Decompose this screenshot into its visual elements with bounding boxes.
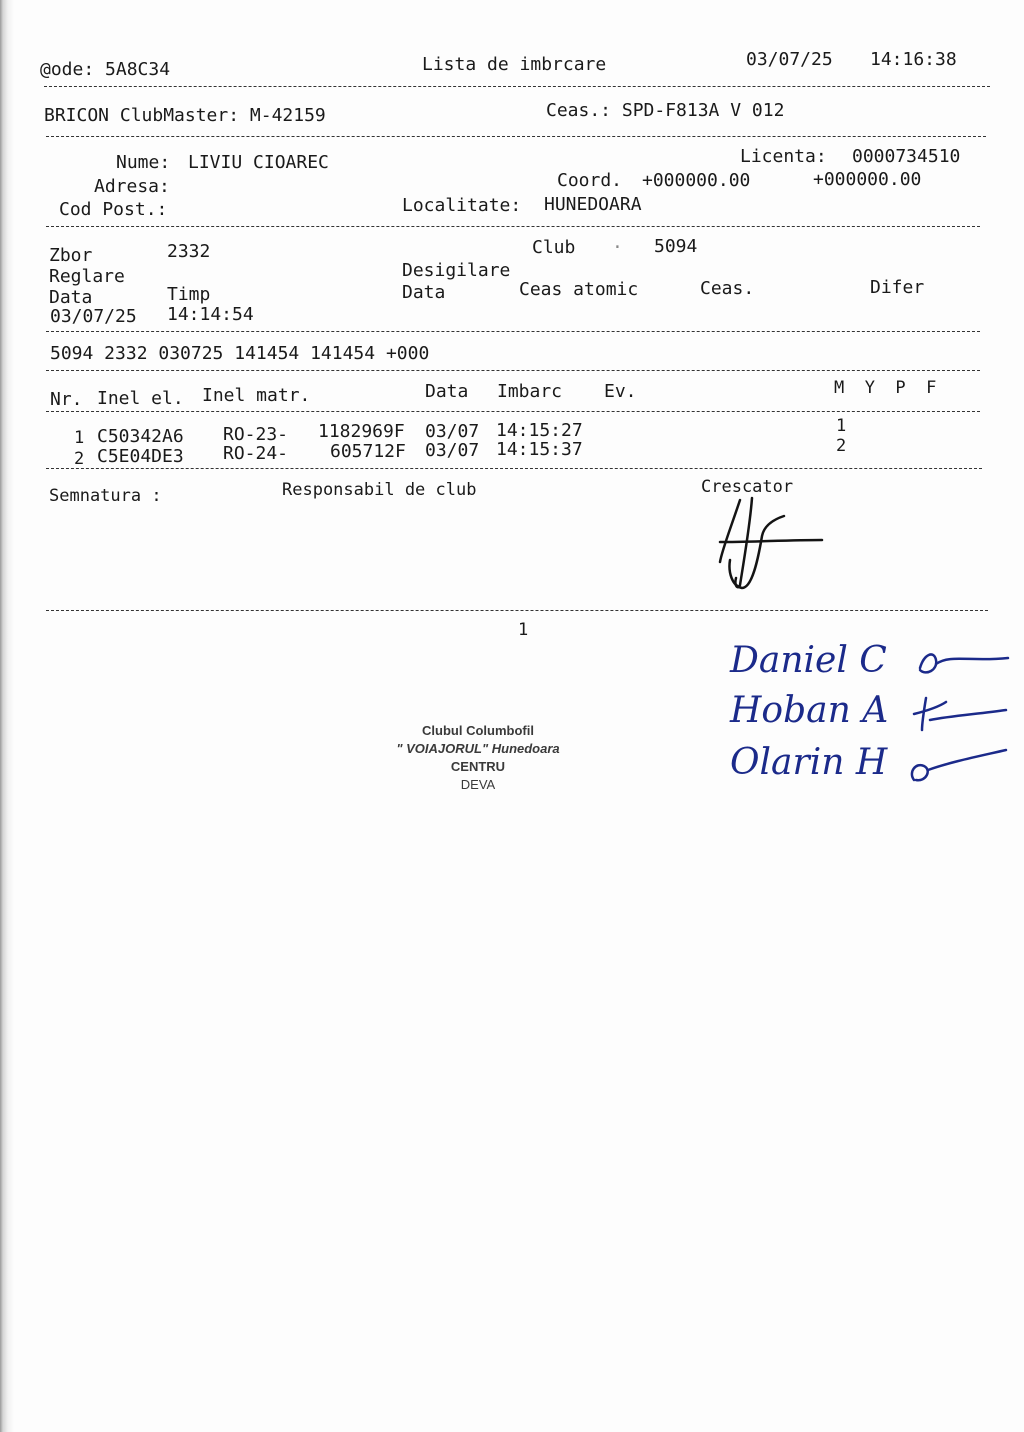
clock-label: Ceas. bbox=[700, 278, 755, 299]
header-time: 14:16:38 bbox=[870, 49, 957, 70]
divider bbox=[44, 86, 990, 87]
reg-time: 14:14:54 bbox=[167, 304, 254, 325]
licence-label: Licenta: bbox=[740, 146, 827, 167]
col-flags: M Y P F bbox=[834, 378, 937, 398]
divider bbox=[46, 136, 986, 137]
difference-label: Difer bbox=[870, 277, 925, 298]
paper-edge-shadow bbox=[0, 0, 14, 1432]
coord-value-1: +000000.00 bbox=[642, 170, 751, 191]
clubmaster-id: BRICON ClubMaster: M-42159 bbox=[44, 105, 326, 126]
signature-label: Semnatura : bbox=[49, 486, 162, 506]
row-ring: 605712F bbox=[330, 441, 406, 462]
col-data: Data bbox=[425, 381, 469, 402]
row-m: 2 bbox=[836, 436, 847, 456]
col-ev: Ev. bbox=[604, 381, 637, 402]
handwritten-name-2: Hoban A bbox=[730, 690, 889, 731]
stamp-line-4: DEVA bbox=[460, 777, 496, 792]
divider bbox=[46, 370, 980, 371]
postcode-label: Cod Post.: bbox=[59, 199, 168, 220]
row-inel-el: C5E04DE3 bbox=[97, 446, 184, 467]
reg-data-label: Data bbox=[49, 287, 93, 308]
row-date: 03/07 bbox=[425, 421, 480, 442]
row-time: 14:15:37 bbox=[496, 439, 583, 460]
locality-value: HUNEDOARA bbox=[544, 194, 642, 215]
handwritten-name-3: Olarin H bbox=[730, 742, 888, 783]
row-m: 1 bbox=[836, 416, 847, 436]
stamp-line-2: " VOIAJORUL" Hunedoara bbox=[396, 741, 560, 756]
stamp-line-1: Clubul Columbofil bbox=[422, 723, 534, 738]
atomic-clock-label: Ceas atomic bbox=[519, 279, 639, 300]
desigilare-label: Desigilare bbox=[402, 260, 511, 281]
club-number: 5094 bbox=[654, 236, 698, 257]
handwritten-initials bbox=[900, 640, 1010, 800]
desig-data-label: Data bbox=[402, 282, 446, 303]
divider bbox=[46, 468, 982, 469]
reglare-label: Reglare bbox=[49, 266, 125, 287]
club-responsible-label: Responsabil de club bbox=[282, 480, 477, 500]
club-stamp bbox=[360, 722, 596, 794]
col-nr: Nr. bbox=[50, 389, 83, 410]
handwritten-name-1: Daniel C bbox=[730, 640, 887, 681]
coord-label: Coord. bbox=[557, 170, 623, 191]
licence-number: 0000734510 bbox=[852, 146, 961, 167]
reg-date: 03/07/25 bbox=[50, 306, 137, 327]
stamp-line-3: CENTRU bbox=[450, 759, 506, 774]
flight-number: 2332 bbox=[167, 241, 211, 262]
divider bbox=[46, 331, 980, 332]
row-ring: 1182969F bbox=[318, 421, 405, 442]
document-code: @ode: 5A8C34 bbox=[40, 59, 171, 80]
row-nr: 1 bbox=[74, 428, 85, 448]
divider bbox=[46, 411, 980, 412]
header-date: 03/07/25 bbox=[746, 49, 833, 70]
col-inel-el: Inel el. bbox=[97, 388, 184, 409]
club-label: Club bbox=[532, 237, 576, 258]
row-time: 14:15:27 bbox=[496, 420, 583, 441]
page-number: 1 bbox=[518, 620, 529, 640]
club-dot: · bbox=[612, 237, 623, 258]
col-imbarc: Imbarc bbox=[497, 381, 563, 402]
flight-label: Zbor bbox=[49, 245, 93, 266]
divider bbox=[46, 226, 980, 227]
reg-time-label: Timp bbox=[167, 284, 211, 305]
clock-id: Ceas.: SPD-F813A V 012 bbox=[546, 100, 785, 121]
breeder-signature bbox=[700, 490, 840, 600]
name-label: Nume: bbox=[116, 152, 171, 173]
row-inel-el: C50342A6 bbox=[97, 426, 184, 447]
col-inel-matr: Inel matr. bbox=[202, 385, 311, 406]
address-label: Adresa: bbox=[94, 176, 170, 197]
row-nr: 2 bbox=[74, 449, 85, 469]
coord-value-2: +000000.00 bbox=[813, 169, 922, 190]
breeder-label: Crescator bbox=[701, 477, 794, 497]
owner-name: LIVIU CIOAREC bbox=[188, 152, 329, 173]
summary-line: 5094 2332 030725 141454 141454 +000 bbox=[50, 343, 430, 364]
row-ring-prefix: RO-24- bbox=[223, 443, 289, 464]
row-ring-prefix: RO-23- bbox=[223, 424, 289, 445]
row-date: 03/07 bbox=[425, 440, 480, 461]
locality-label: Localitate: bbox=[402, 195, 522, 216]
document-title: Lista de imbrcare bbox=[422, 54, 607, 75]
divider bbox=[46, 610, 988, 611]
